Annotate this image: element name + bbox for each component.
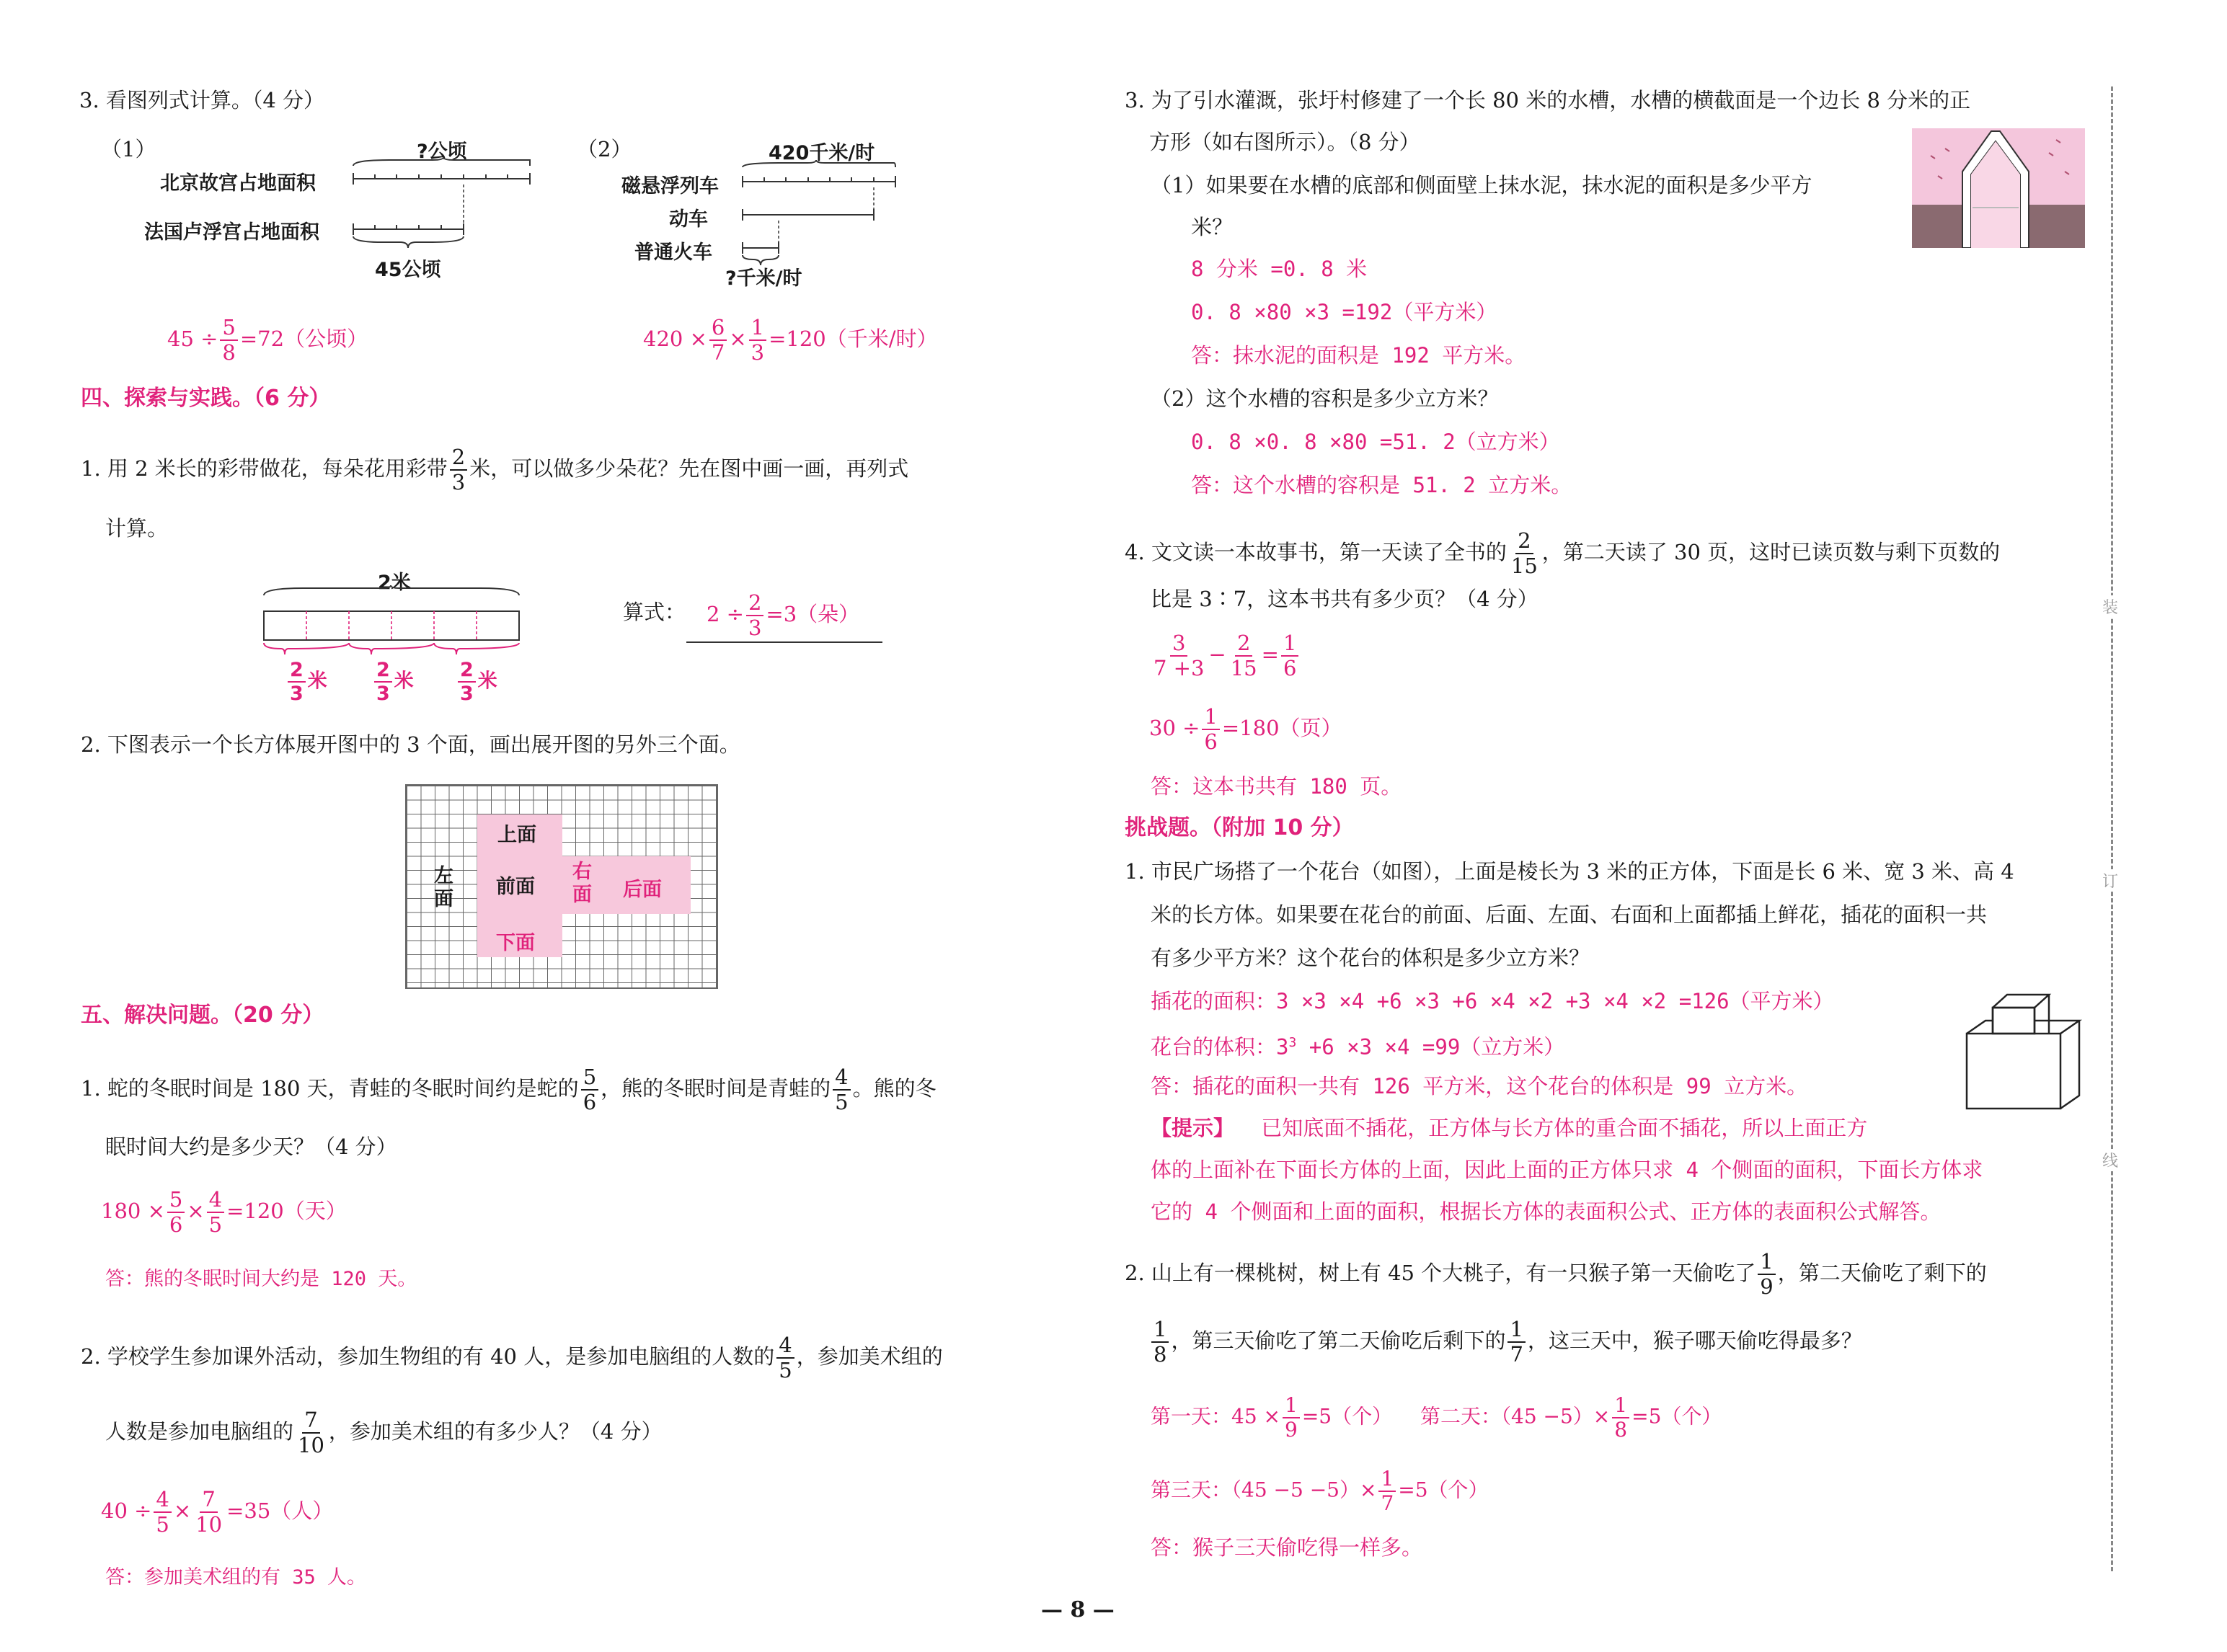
face-back-label: 后面 xyxy=(623,879,662,901)
diagram1-bottom-label: 45公顷 xyxy=(375,259,441,281)
r-q3-sub1: （1）如果要在水槽的底部和侧面壁上抹水泥，抹水泥的面积是多少平方 xyxy=(1151,173,1812,197)
r-q3-sub2: （2）这个水槽的容积是多少立方米？ xyxy=(1151,386,1499,411)
r-q4-text: 4. 文文读一本故事书，第一天读了全书的 $\frac{2}{15}$ ，第二天读了 30 页，这时已读页数与剩下页数的 xyxy=(1125,528,2001,578)
r-q4-answer: 答：这本书共有 180 页。 xyxy=(1151,774,1402,799)
c1-tip: 【提示】 已知底面不插花，正方体与长方体的重合面不插花，所以上面正方 xyxy=(1151,1116,1868,1140)
c2-text: 2. 山上有一棵桃树，树上有 45 个大桃子，有一只猴子第一天偷吃了 $\frac{1}{9}$ ，第二天偷吃了剩下的 xyxy=(1125,1249,1987,1299)
ribbon-length-label: 2米 xyxy=(378,572,411,594)
flower-bed-figure xyxy=(1964,992,2082,1114)
diagram2-row3-label: 普通火车 xyxy=(634,241,712,264)
s4q1-text: 1. 用 2 米长的彩带做花，每朵花用彩带 $\frac{2}{3}$ 米，可以做多少朵花？先在图中画一画，再列式 xyxy=(81,445,909,494)
r-q3-ans4: 0. 8 ×0. 8 ×80 =51. 2（立方米） xyxy=(1191,430,1560,454)
r-q3-ans3: 答：抹水泥的面积是 192 平方米。 xyxy=(1191,343,1526,368)
c1-ans1: 插花的面积：3 ×3 ×4 +6 ×3 +6 ×4 ×2 +3 ×4 ×2 =126（平方米） xyxy=(1151,989,1834,1013)
r-q3-sub1-cont: 米？ xyxy=(1191,215,1234,239)
c2-day3: 第三天：（45 −5 −5）× $\frac{1}{7}$ =5（个） xyxy=(1151,1467,1489,1515)
diagram2-row1-label: 磁悬浮列车 xyxy=(621,175,719,197)
s5q2-answer: 答：参加美术组的有 35 人。 xyxy=(105,1566,367,1589)
c2-answer: 答：猴子三天偷吃得一样多。 xyxy=(1151,1535,1423,1560)
face-bottom-label: 下面 xyxy=(496,932,535,954)
page-number: — 8 — xyxy=(1041,1597,1115,1622)
c2-day1: 第一天：45 × $\frac{1}{9}$ =5（个） xyxy=(1151,1393,1393,1442)
c1-tip-line2: 体的上面补在下面长方体的上面，因此上面的正方体只求 4 个侧面的面积，下面长方体求 xyxy=(1151,1158,1983,1182)
face-front-column xyxy=(477,814,562,957)
ribbon-piece-1: $\frac{2}{3}$ 米 xyxy=(285,660,327,703)
challenge-heading: 挑战题。（附加 10 分） xyxy=(1125,815,1354,840)
r-q4-text-cont: 比是 3∶7，这本书共有多少页？（4 分） xyxy=(1151,587,1538,611)
formula-label: 算式： xyxy=(623,600,686,624)
r-q4-calc1: $\frac{3}{7 +3}$ − $\frac{2}{15}$ = $\frac{1}{6}$ xyxy=(1149,633,1301,679)
q3-part1-answer: 45 ÷ $\frac{5}{8}$ =72（公顷） xyxy=(167,315,368,365)
tip-label: 【提示】 xyxy=(1151,1116,1235,1140)
diagram2-bars xyxy=(735,160,908,268)
r-q3-ans1: 8 分米 =0. 8 米 xyxy=(1191,257,1368,281)
s4q1-text-cont: 计算。 xyxy=(105,516,169,541)
s5q1-calc: 180 × $\frac{5}{6}$ × $\frac{4}{5}$ =120（天） xyxy=(101,1187,347,1237)
r-q3-text: 3. 为了引水灌溉，张圩村修建了一个长 80 米的水槽，水槽的横截面是一个边长 8 分米的正 xyxy=(1125,88,1971,112)
s5q1-text: 1. 蛇的冬眠时间是 180 天，青蛙的冬眠时间约是蛇的 $\frac{5}{6}$ ，熊的冬眠时间是青蛙的 $\frac{4}{5}$ 。熊的冬 xyxy=(81,1065,937,1114)
s5q2-text: 2. 学校学生参加课外活动，参加生物组的有 40 人，是参加电脑组的人数的 $\frac{4}{5}$ ，参加美术组的 xyxy=(81,1333,943,1382)
water-trough-image xyxy=(1912,128,2085,248)
c1-text: 1. 市民广场搭了一个花台（如图），上面是棱长为 3 米的正方体，下面是长 6 米、宽 3 米、高 4 xyxy=(1125,859,2014,884)
diagram2-row2-label: 动车 xyxy=(669,208,708,231)
binding-dashed-line xyxy=(2111,86,2113,1571)
formula-underline xyxy=(686,641,882,643)
formula-answer: 2 ÷ $\frac{2}{3}$ =3（朵） xyxy=(707,590,860,640)
c1-ans3: 答：插花的面积一共有 126 平方米，这个花台的体积是 99 立方米。 xyxy=(1151,1074,1808,1098)
face-right-back xyxy=(562,856,691,914)
ribbon-piece-2: $\frac{2}{3}$ 米 xyxy=(372,660,414,703)
s5q2-calc: 40 ÷ $\frac{4}{5}$ × $\frac{7}{10}$ =35（人） xyxy=(101,1487,334,1537)
face-front-label: 前面 xyxy=(496,876,535,898)
section5-heading: 五、解决问题。（20 分） xyxy=(81,1003,324,1028)
diagram1-top-label: ?公顷 xyxy=(417,141,467,163)
section4-heading: 四、探索与实践。（6 分） xyxy=(81,386,331,411)
s5q1-text-cont: 眠时间大约是多少天？（4 分） xyxy=(105,1134,397,1159)
s5q2-text-cont: 人数是参加电脑组的 $\frac{7}{10}$ ，参加美术组的有多少人？（4 分） xyxy=(105,1408,663,1457)
binding-char-3: 线 xyxy=(2102,1149,2118,1171)
q3-part2-answer: 420 × $\frac{6}{7}$ × $\frac{1}{3}$ =120（千米/时） xyxy=(643,315,938,365)
c1-ans2: 花台的体积：$3^3 +6 \times 3 \times 4 =99$（立方米） xyxy=(1151,1034,1565,1060)
s5q1-answer: 答：熊的冬眠时间大约是 120 天。 xyxy=(105,1268,417,1290)
c2-text-cont: $\frac{1}{8}$ ，第三天偷吃了第二天偷吃后剩下的 $\frac{1}{7}$ ，这三天中，猴子哪天偷吃得最多？ xyxy=(1149,1319,1862,1365)
r-q4-calc2: 30 ÷ $\frac{1}{6}$ =180（页） xyxy=(1149,704,1342,754)
face-left-label: 左面 xyxy=(434,865,453,910)
c1-tip-line3: 它的 4 个侧面和上面的面积，根据长方体的表面积公式、正方体的表面积公式解答。 xyxy=(1151,1199,1942,1224)
binding-char-2: 订 xyxy=(2102,869,2118,892)
net-grid xyxy=(405,784,718,989)
r-q3-ans5: 答：这个水槽的容积是 51. 2 立方米。 xyxy=(1191,473,1572,497)
c1-text-cont1: 米的长方体。如果要在花台的前面、后面、左面、右面和上面都插上鲜花，插花的面积一共 xyxy=(1151,902,1988,927)
diagram2-top-label: 420千米/时 xyxy=(769,142,875,164)
face-right-label: 右面 xyxy=(572,861,592,906)
binding-char-1: 装 xyxy=(2102,595,2118,618)
r-q3-text-cont: 方形（如右图所示）。（8 分） xyxy=(1149,130,1420,154)
q3-part2-label: （2） xyxy=(577,137,632,161)
diagram1-bars xyxy=(346,157,541,251)
ribbon-piece-3: $\frac{2}{3}$ 米 xyxy=(456,660,497,703)
c2-day2: 第二天：（45 −5）× $\frac{1}{8}$ =5（个） xyxy=(1420,1393,1722,1442)
q3-part1-label: （1） xyxy=(101,137,156,161)
face-top-label: 上面 xyxy=(497,824,536,846)
q3-title: 3. 看图列式计算。（4 分） xyxy=(79,88,325,112)
diagram2-bottom-label: ?千米/时 xyxy=(725,267,802,290)
c1-text-cont2: 有多少平方米？这个花台的体积是多少立方米？ xyxy=(1151,946,1590,970)
ribbon-bar xyxy=(260,585,533,657)
r-q3-ans2: 0. 8 ×80 ×3 =192（平方米） xyxy=(1191,300,1497,324)
s4q2-text: 2. 下图表示一个长方体展开图中的 3 个面，画出展开图的另外三个面。 xyxy=(81,732,740,757)
diagram1-row1-label: 北京故宫占地面积 xyxy=(160,172,316,195)
diagram1-row2-label: 法国卢浮宫占地面积 xyxy=(144,221,319,244)
